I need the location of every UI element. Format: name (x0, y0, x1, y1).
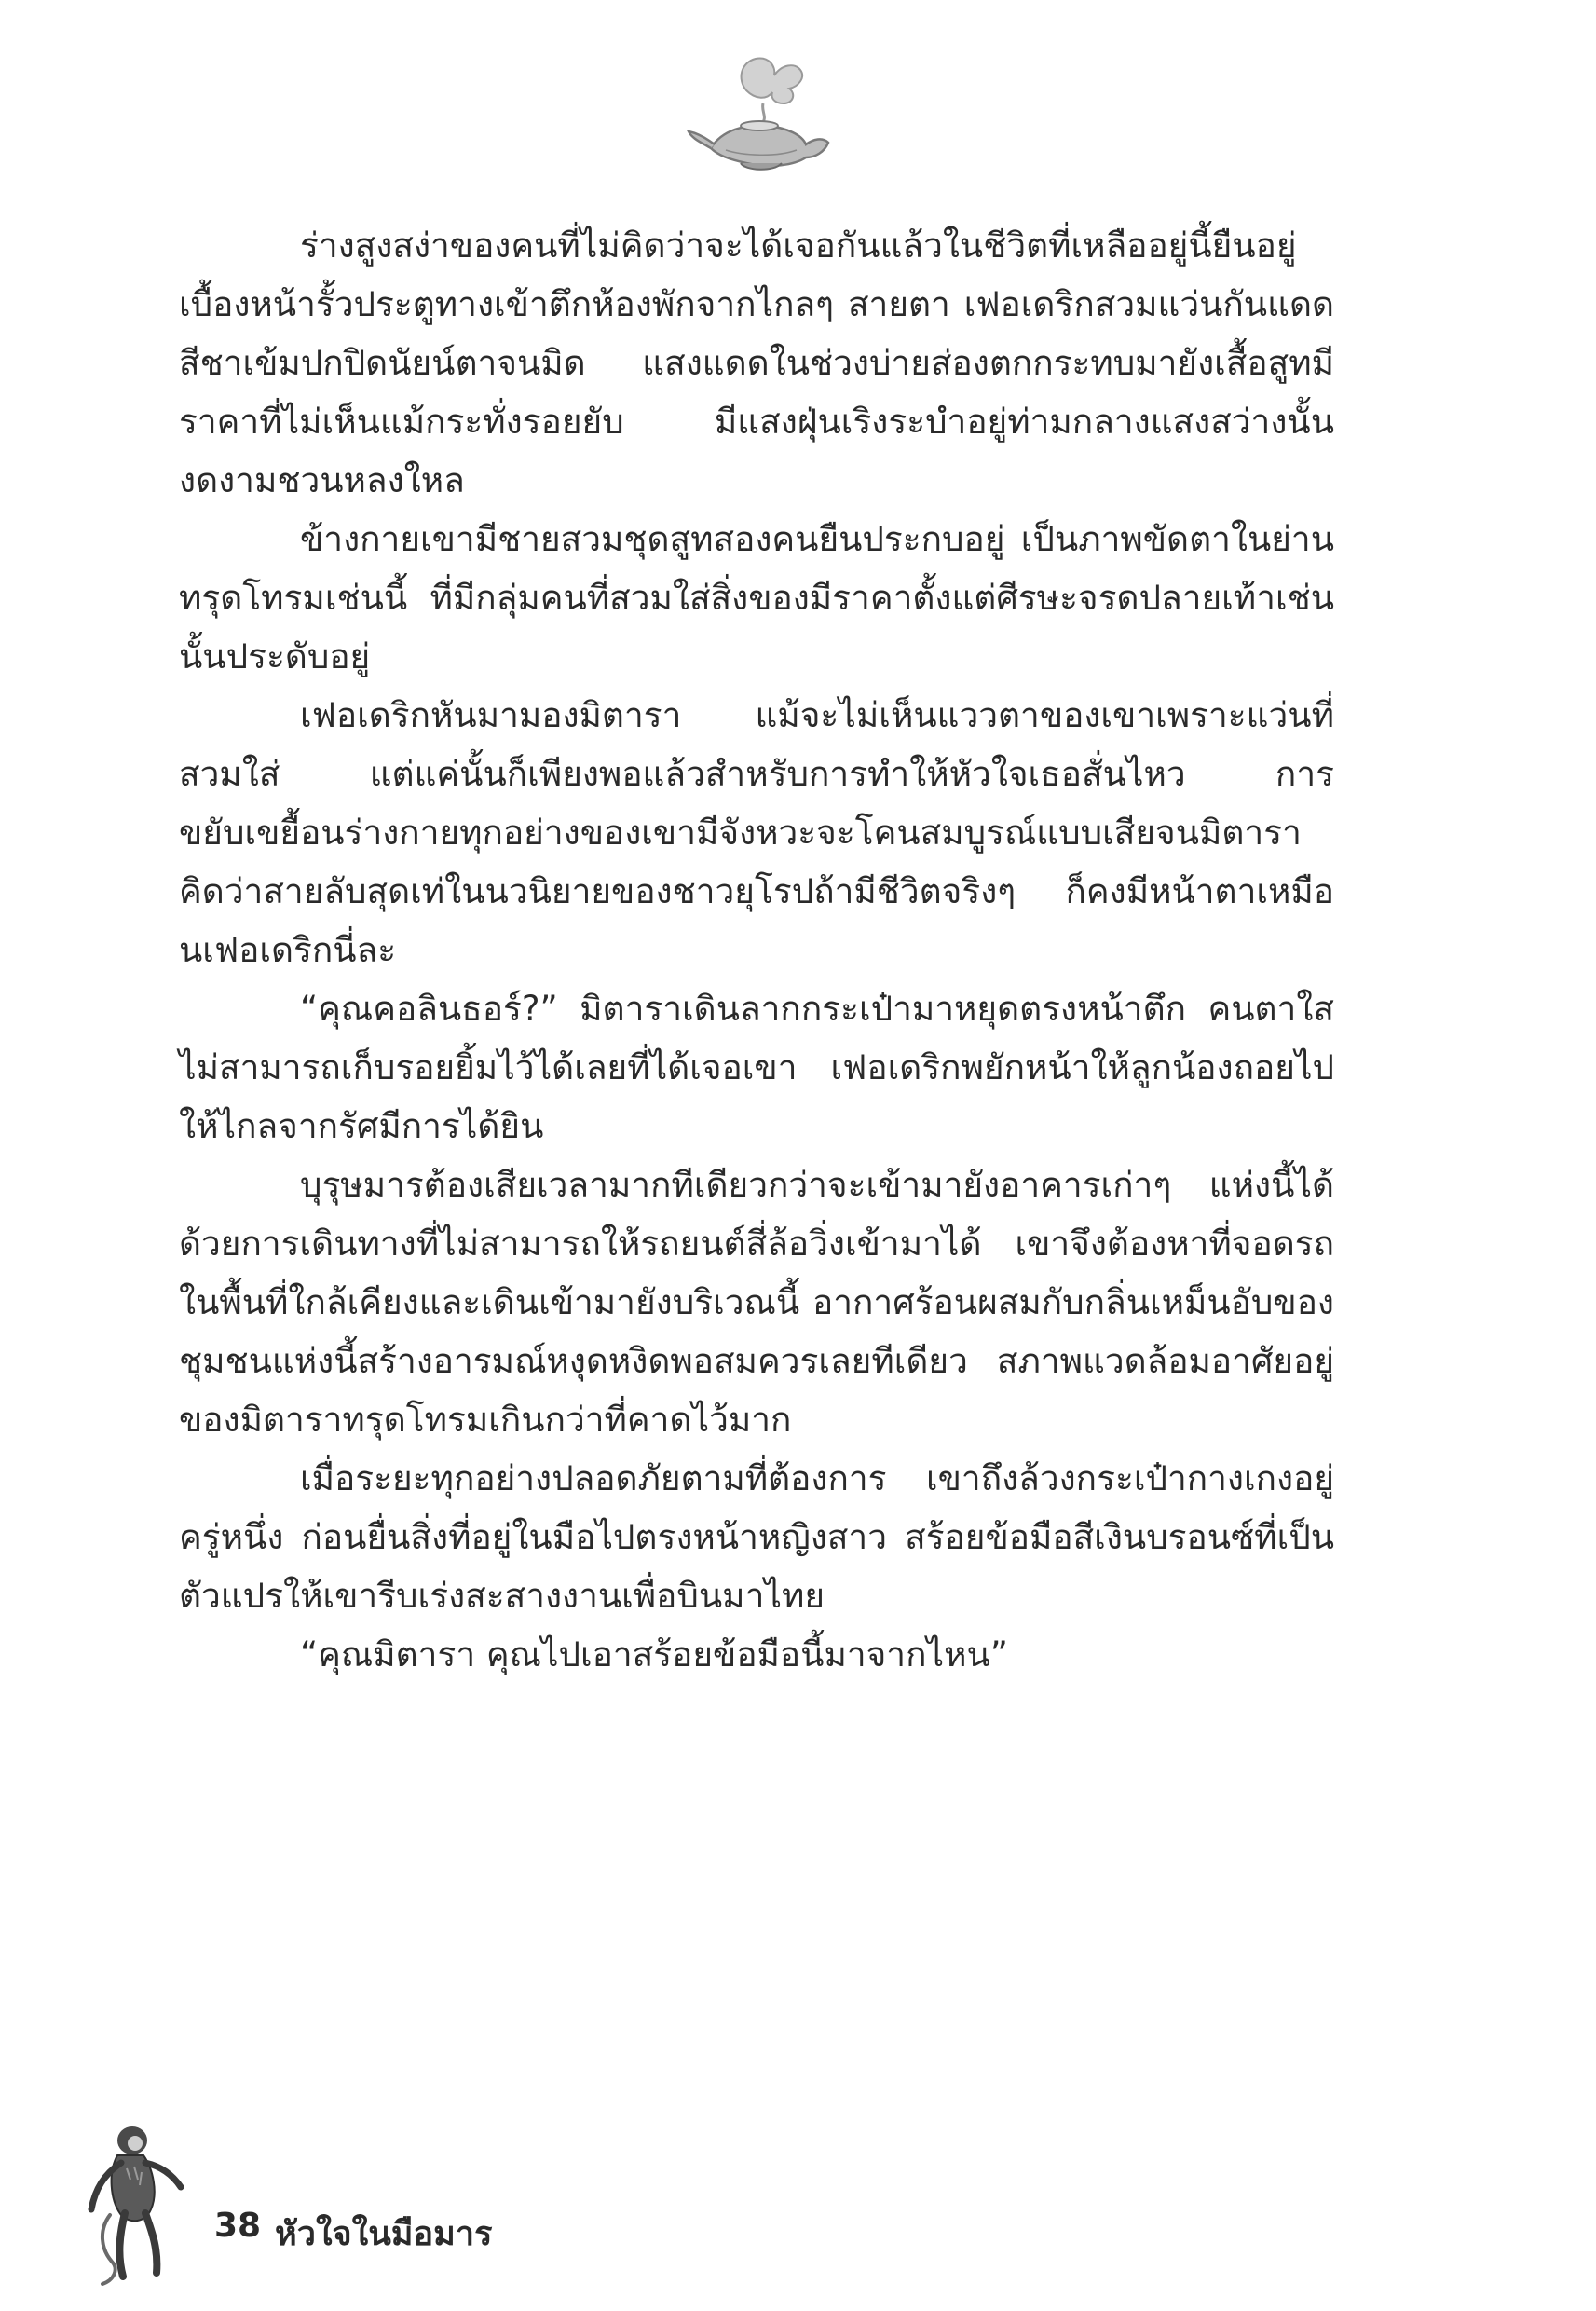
page-number: 38 (214, 2207, 262, 2245)
book-title: หัวใจในมือมาร (275, 2215, 493, 2253)
paragraph: บุรุษมารต้องเสียเวลามากทีเดียวกว่าจะเข้ามายังอาคารเก่าๆ แห่งนี้ได้ด้วยการเดินทางที่ไม่สามารถให้รถยนต์สี่ล้อวิ่งเข้ามาได้ เขาจึงต้องหาที่จอดรถในพื้นที่ใกล้เคียงและเดินเข้ามายังบริเวณนี้ อากาศร้อนผสมกับกลิ่นเหม็นอับของชุมชนแห่งนี้สร้างอารมณ์หงุดหงิดพอสมควรเลยทีเดียว สภาพแวดล้อมอาศัยอยู่ของมิตาราทรุดโทรมเกินกว่าที่คาดไว้มาก (179, 1165, 1334, 1440)
page-footer (84, 2120, 736, 2288)
paragraph: เมื่อระยะทุกอย่างปลอดภัยตามที่ต้องการ เขาถึงล้วงกระเป๋ากางเกงอยู่ครู่หนึ่ง ก่อนยื่นสิ่งที่อยู่ในมือไปตรงหน้าหญิงสาว สร้อยข้อมือสีเงินบรอนซ์ที่เป็นตัวแปรให้เขารีบเร่งสะสางงานเพื่อบินมาไทย (179, 1458, 1334, 1616)
paragraph: ร่างสูงสง่าของคนที่ไม่คิดว่าจะได้เจอกันแล้วในชีวิตที่เหลืออยู่นี้ยืนอยู่เบื้องหน้ารั้วประตูทางเข้าตึกห้องพักจากไกลๆ สายตา เฟอเดริกสวมแว่นกันแดดสีชาเข้มปกปิดนัยน์ตาจนมิด แสงแดดในช่วงบ่ายส่องตกกระทบมายังเสื้อสูทมีราคาที่ไม่เห็นแม้กระทั่งรอยยับ มีแสงฝุ่นเริงระบำอยู่ท่ามกลางแสงสว่างนั้นงดงามชวนหลงใหล (179, 226, 1334, 500)
body-text (179, 216, 1334, 1684)
monkey-icon (84, 2120, 186, 2288)
genie-lamp-icon (685, 51, 834, 177)
paragraph: “คุณมิตารา คุณไปเอาสร้อยข้อมือนี้มาจากไหน” (300, 1634, 1008, 1675)
paragraph: เฟอเดริกหันมามองมิตารา แม้จะไม่เห็นแววตาของเขาเพราะแว่นที่สวมใส่ แต่แค่นั้นก็เพียงพอแล้วสำหรับการทำให้หัวใจเธอสั่นไหว การขยับเขยื้อนร่างกายทุกอย่างของเขามีจังหวะจะโคนสมบูรณ์แบบเสียจนมิตาราคิดว่าสายลับสุดเท่ในนวนิยายของชาวยุโรปถ้ามีชีวิตจริงๆ ก็คงมีหน้าตาเหมือนเฟอเดริกนี่ละ (179, 695, 1334, 970)
paragraph: “คุณคอลินธอร์?” มิตาราเดินลากกระเป๋ามาหยุดตรงหน้าตึก คนตาใสไม่สามารถเก็บรอยยิ้มไว้ได้เลยที่ได้เจอเขา เฟอเดริกพยักหน้าให้ลูกน้องถอยไปให้ไกลจากรัศมีการได้ยิน (179, 989, 1334, 1146)
paragraph: ข้างกายเขามีชายสวมชุดสูทสองคนยืนประกบอยู่ เป็นภาพขัดตาในย่านทรุดโทรมเช่นนี้ ที่มีกลุ่มคนที่สวมใส่สิ่งของมีราคาตั้งแต่ศีรษะจรดปลายเท้าเช่นนั้นประดับอยู่ (179, 519, 1334, 677)
